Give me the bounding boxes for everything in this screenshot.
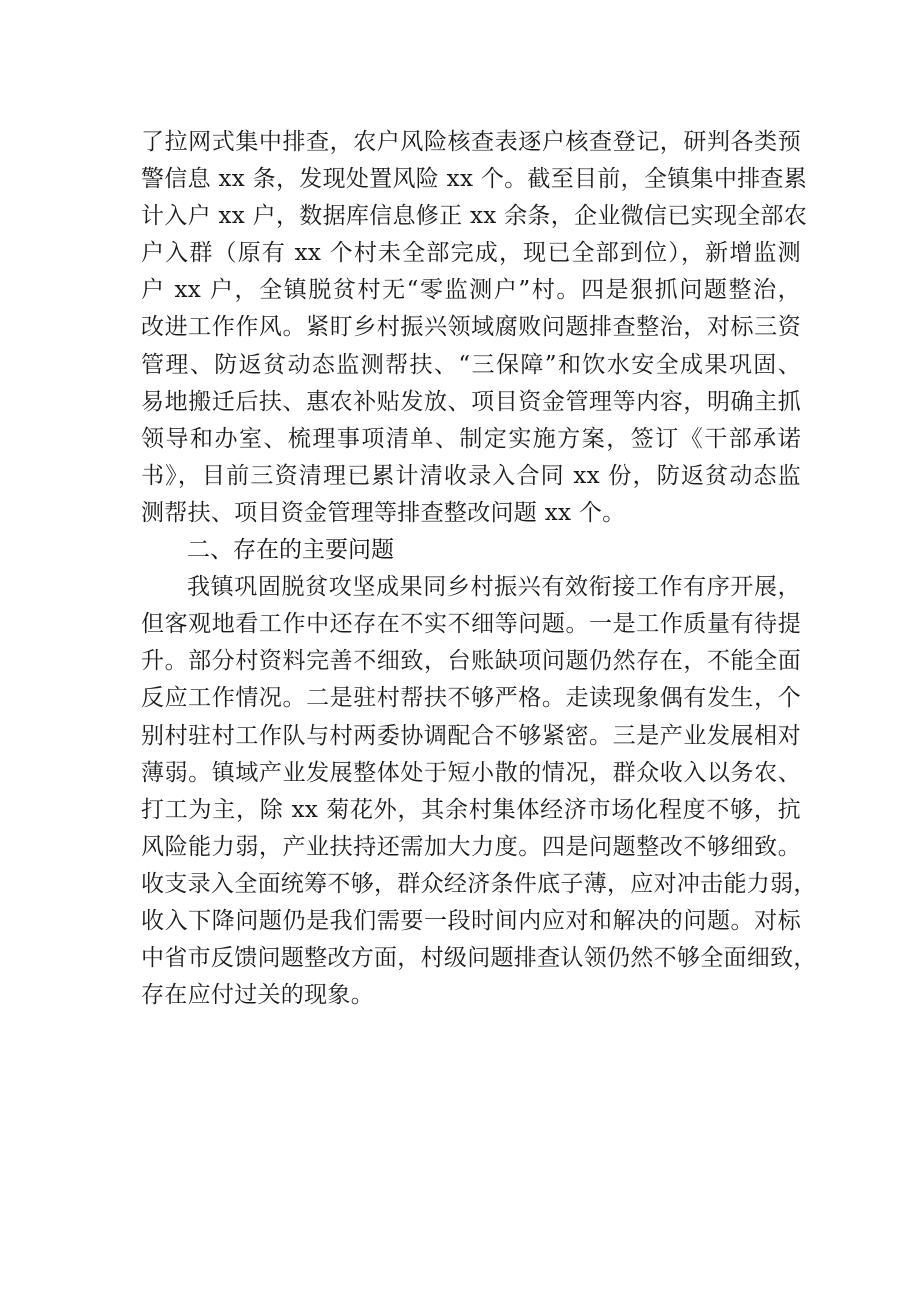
paragraph-line: 升。部分村资料完善不细致，台账缺项问题仍然存在，不能全面 bbox=[141, 648, 801, 675]
paragraph-line: 改进工作作风。紧盯乡村振兴领域腐败问题排查整治，对标三资 bbox=[141, 314, 801, 341]
paragraph-line: 户 xx 户，全镇脱贫村无“零监测户”村。四是狠抓问题整治， bbox=[141, 277, 801, 304]
paragraph-line: 我镇巩固脱贫攻坚成果同乡村振兴有效衔接工作有序开展， bbox=[187, 574, 801, 601]
document-body bbox=[141, 124, 817, 1014]
paragraph-line: 测帮扶、项目资金管理等排查整改问题 xx 个。 bbox=[141, 499, 626, 526]
paragraph-line: 户入群（原有 xx 个村未全部完成，现已全部到位），新增监测 bbox=[141, 240, 801, 267]
paragraph-line: 收入下降问题仍是我们需要一段时间内应对和解决的问题。对标 bbox=[141, 907, 801, 934]
paragraph-line: 收支录入全面统筹不够，群众经济条件底子薄，应对冲击能力弱， bbox=[141, 870, 817, 897]
paragraph-line: 但客观地看工作中还存在不实不细等问题。一是工作质量有待提 bbox=[141, 611, 801, 638]
paragraph-line: 存在应付过关的现象。 bbox=[141, 982, 374, 1009]
paragraph-line: 打工为主，除 xx 菊花外，其余村集体经济市场化程度不够，抗 bbox=[141, 796, 801, 823]
paragraph-line: 薄弱。镇域产业发展整体处于短小散的情况，群众收入以务农、 bbox=[141, 759, 801, 786]
paragraph-line: 了拉网式集中排查，农户风险核查表逐户核查登记，研判各类预 bbox=[141, 129, 801, 155]
paragraph-line: 管理、防返贫动态监测帮扶、“三保障”和饮水安全成果巩固、 bbox=[141, 351, 801, 378]
paragraph-line: 易地搬迁后扶、惠农补贴发放、项目资金管理等内容，明确主抓 bbox=[141, 388, 801, 415]
paragraph-line: 风险能力弱，产业扶持还需加大力度。四是问题整改不够细致。 bbox=[141, 833, 801, 860]
paragraph-line: 计入户 xx 户，数据库信息修正 xx 余条，企业微信已实现全部农 bbox=[141, 203, 808, 230]
paragraph-line: 警信息 xx 条，发现处置风险 xx 个。截至目前，全镇集中排查累 bbox=[141, 166, 808, 193]
paragraph-line: 反应工作情况。二是驻村帮扶不够严格。走读现象偶有发生，个 bbox=[141, 685, 801, 712]
paragraph-line: 书》，目前三资清理已累计清收录入合同 xx 份，防返贫动态监 bbox=[141, 462, 801, 489]
paragraph-line: 中省市反馈问题整改方面，村级问题排查认领仍然不够全面细致， bbox=[141, 945, 817, 972]
paragraph-line: 领导和办室、梳理事项清单、制定实施方案，签订《干部承诺 bbox=[141, 425, 801, 452]
section-heading: 二、存在的主要问题 bbox=[187, 537, 394, 564]
paragraph-line: 别村驻村工作队与村两委协调配合不够紧密。三是产业发展相对 bbox=[141, 722, 801, 749]
